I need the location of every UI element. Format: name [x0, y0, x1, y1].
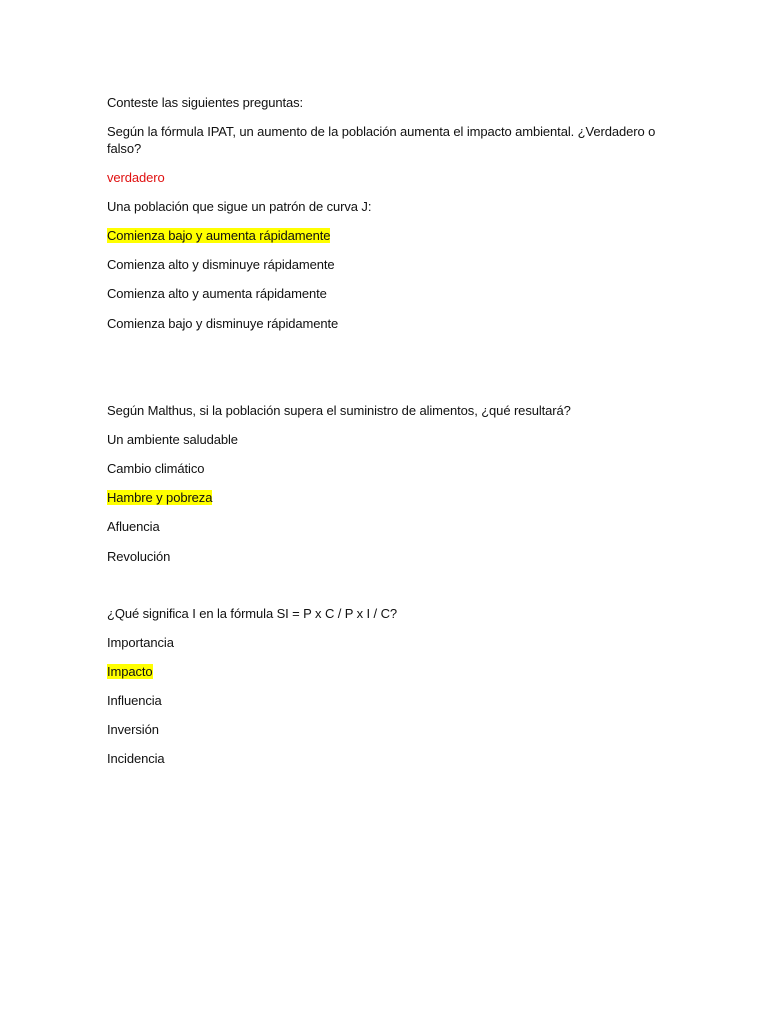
instructions-text: Conteste las siguientes preguntas:: [107, 95, 304, 110]
question-4-option-1: Importancia: [107, 635, 174, 650]
question-3-text: Según Malthus, si la población supera el suministro de alimentos, ¿qué resultará?: [107, 403, 571, 418]
question-4-option-3: Influencia: [107, 693, 162, 708]
question-4-option-2: [107, 663, 153, 680]
question-4-option-5: Incidencia: [107, 751, 165, 766]
question-1-text: Según la fórmula IPAT, un aumento de la población aumenta el impacto ambiental. ¿Verdadero o falso?: [107, 124, 656, 156]
question-3-option-1: Un ambiente saludable: [107, 432, 238, 447]
highlighted-answer: Comienza bajo y aumenta rápidamente: [107, 228, 331, 243]
question-2-option-2: Comienza alto y disminuye rápidamente: [107, 257, 335, 272]
question-4-text: ¿Qué significa I en la fórmula SI = P x C / P x I / C?: [107, 606, 397, 621]
question-4-option-4: Inversión: [107, 722, 159, 737]
question-3-option-3: [107, 489, 212, 506]
question-2-text: Una población que sigue un patrón de curva J:: [107, 199, 372, 214]
highlighted-answer: Impacto: [107, 664, 153, 679]
question-3-option-4: Afluencia: [107, 519, 160, 534]
question-2-option-4: Comienza bajo y disminuye rápidamente: [107, 316, 339, 331]
question-2-option-3: Comienza alto y aumenta rápidamente: [107, 286, 327, 301]
question-1-answer: verdadero: [107, 170, 165, 185]
question-3-option-2: Cambio climático: [107, 461, 205, 476]
highlighted-answer: Hambre y pobreza: [107, 490, 213, 505]
question-2-option-1: [107, 227, 330, 244]
question-3-option-5: Revolución: [107, 549, 171, 564]
